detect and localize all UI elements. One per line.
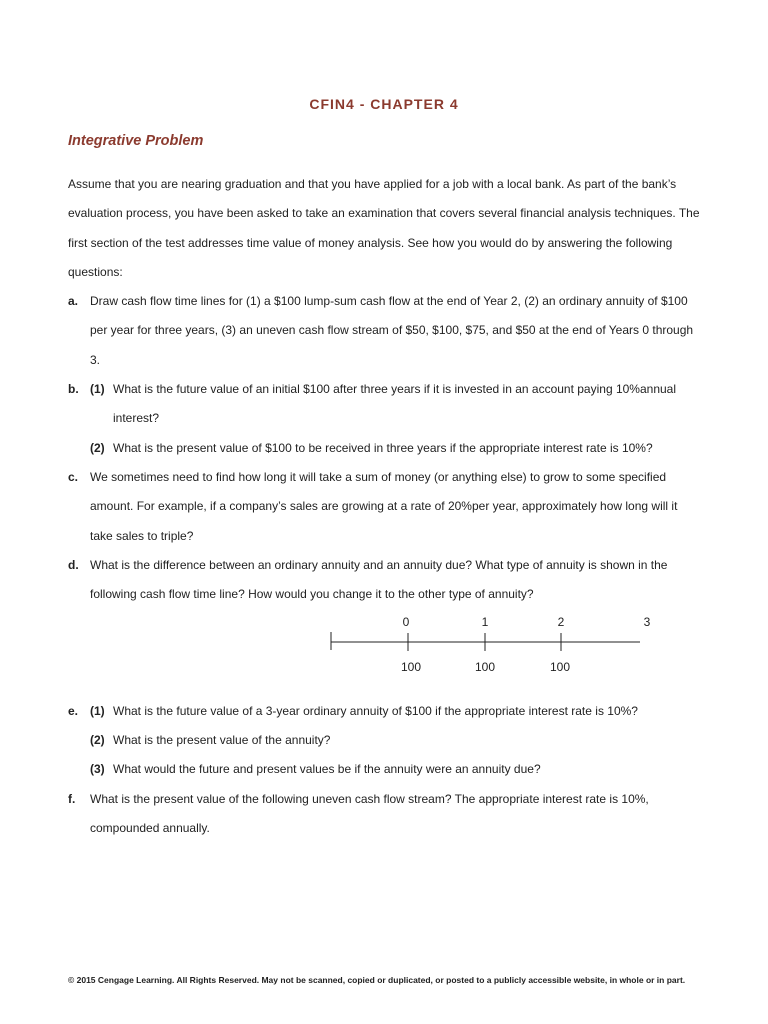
intro-paragraph: Assume that you are nearing graduation and that you have applied for a job with a local bank. As part of the bank’s evaluation process, you have been asked to take an examination that covers several financial analysis techniques. The first section of the test addresses time value of money analysis. See how you would do by answering the following questions: <box>68 177 700 279</box>
question-text: What is the difference between an ordinary annuity and an annuity due? What type of annuity is shown in the following cash flow time line? How would you change it to the other type of annuity? <box>90 558 668 602</box>
part-text: What would the future and present values be if the annuity were an annuity due? <box>113 762 541 776</box>
cash-flow-label: 100 <box>400 660 422 674</box>
period-label: 0 <box>402 615 410 629</box>
question-letter: e. <box>68 704 79 718</box>
question-text: Draw cash flow time lines for (1) a $100 lump-sum cash flow at the end of Year 2, (2) an ordinary annuity of $100 per year for three years, (3) an uneven cash flow stream of $50, $100, $75, and $50 at the end of Years 0 through 3. <box>90 294 694 367</box>
cash-flow-label: 100 <box>474 660 496 674</box>
cash-flow-label: 100 <box>549 660 571 674</box>
period-label: 3 <box>643 615 651 629</box>
question-letter: a. <box>68 294 79 308</box>
timeline-axis <box>320 630 680 670</box>
part-number: (2) <box>90 733 105 747</box>
copyright-footer: © 2015 Cengage Learning. All Rights Reserved. May not be scanned, copied or duplicated, or posted to a publicly accessible website, in whole or in part. <box>68 975 686 985</box>
part-number: (1) <box>90 382 105 396</box>
section-subtitle: Integrative Problem <box>68 133 204 149</box>
part-number: (2) <box>90 441 105 455</box>
part-number: (3) <box>90 762 105 776</box>
part-text: What is the future value of an initial $100 after three years if it is invested in an account paying 10%annual interest? <box>113 382 677 426</box>
question-letter: d. <box>68 558 79 572</box>
part-text: What is the future value of a 3-year ordinary annuity of $100 if the appropriate interest rate is 10%? <box>113 704 638 718</box>
question-text: We sometimes need to find how long it will take a sum of money (or anything else) to grow to some specified amount. For example, if a company’s sales are growing at a rate of 20%per year, approximately how long will it take sales to triple? <box>90 470 678 543</box>
part-number: (1) <box>90 704 105 718</box>
page-title: CFIN4 - CHAPTER 4 <box>309 96 459 112</box>
question-letter: c. <box>68 470 79 484</box>
period-label: 2 <box>557 615 565 629</box>
question-text: What is the present value of the following uneven cash flow stream? The appropriate interest rate is 10%, compounded annually. <box>90 792 649 836</box>
question-letter: f. <box>68 792 76 806</box>
cash-flow-timeline <box>320 610 680 680</box>
period-label: 1 <box>481 615 489 629</box>
question-letter: b. <box>68 382 79 396</box>
part-text: What is the present value of $100 to be received in three years if the appropriate interest rate is 10%? <box>113 441 653 455</box>
part-text: What is the present value of the annuity? <box>113 733 331 747</box>
